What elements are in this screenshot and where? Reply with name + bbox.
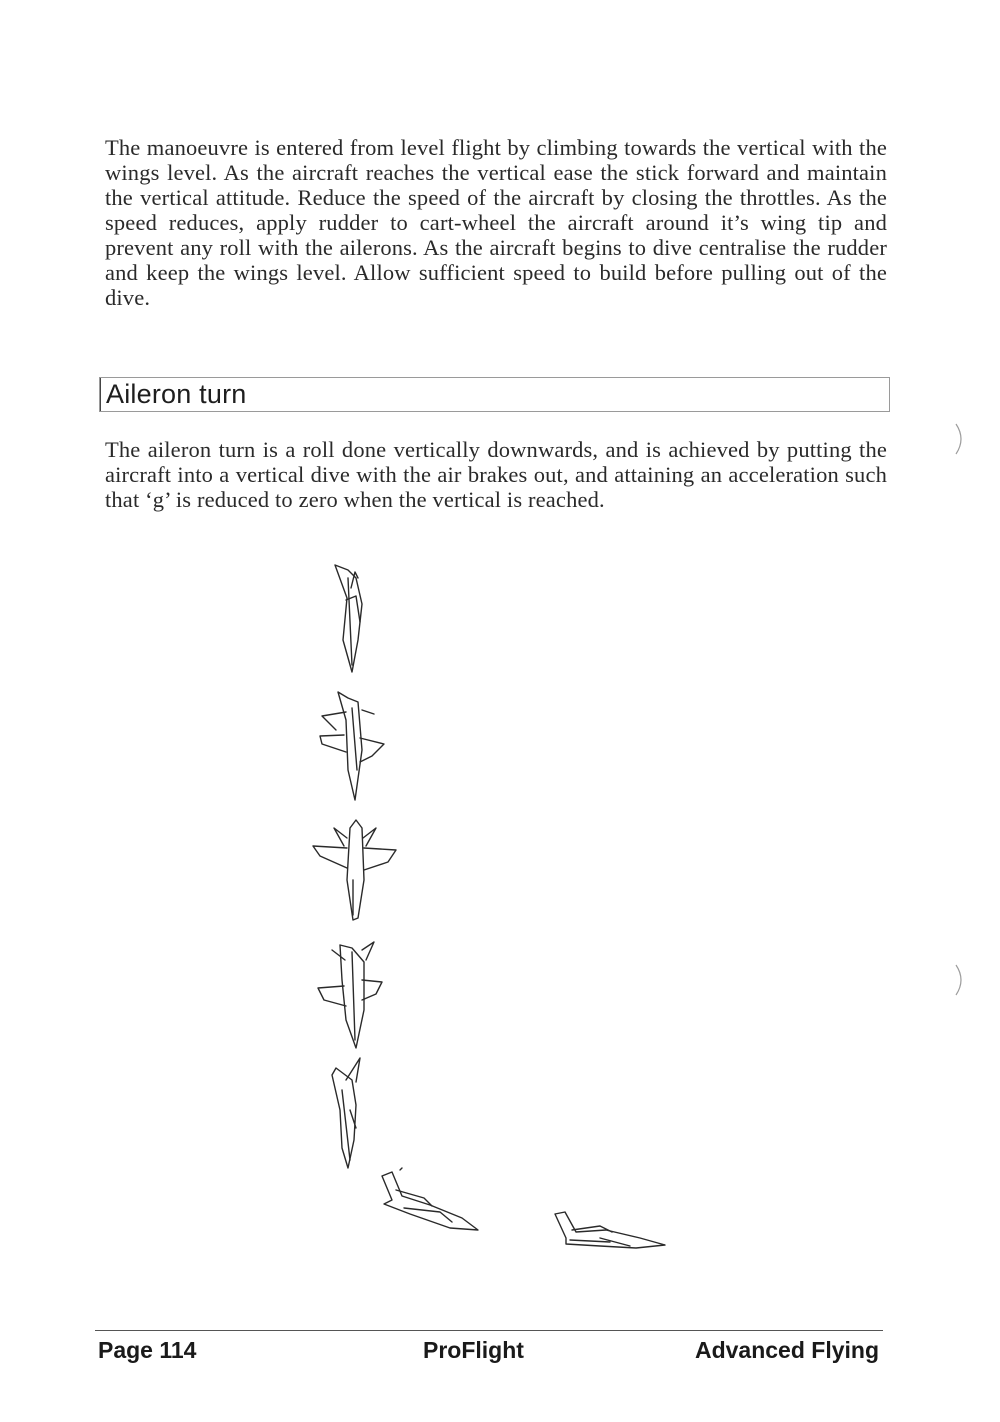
margin-bracket-mark: [950, 963, 970, 997]
aircraft-edge-on-icon: [335, 565, 362, 672]
margin-bracket-mark: [950, 422, 970, 456]
aircraft-planform-icon: [313, 820, 396, 920]
aircraft-banked-icon: [318, 942, 382, 1048]
body-paragraph: The manoeuvre is entered from level flight by climbing towards the vertical with the wings level. As the aircraft reaches the vertical ease the stick forward and maintain the vertical attitude. Reduce the speed of the aircraft by closing the throttles. As the speed reduces, apply rudder to cart-wheel the aircraft around it’s wing tip and prevent any roll with the ailerons. As the aircraft begins to dive centralise the rudder and keep the wings level. Allow sufficient speed to build before pulling out of the dive.: [105, 135, 887, 310]
section-heading: Aileron turn: [106, 379, 247, 409]
footer-divider: [95, 1330, 883, 1331]
body-paragraph: The aileron turn is a roll done vertically downwards, and is achieved by putting the aircraft into a vertical dive with the air brakes out, and attaining an acceleration such that ‘g’ is reduced to zero when the vertical is reached.: [105, 437, 887, 512]
book-title: ProFlight: [423, 1337, 524, 1363]
aircraft-side-view-icon: [555, 1212, 665, 1248]
page-number: Page 114: [98, 1337, 197, 1363]
aircraft-banked-icon: [320, 692, 384, 800]
aircraft-side-view-icon: [382, 1168, 478, 1230]
aircraft-edge-on-icon: [332, 1058, 360, 1168]
chapter-title: Advanced Flying: [694, 1337, 879, 1363]
